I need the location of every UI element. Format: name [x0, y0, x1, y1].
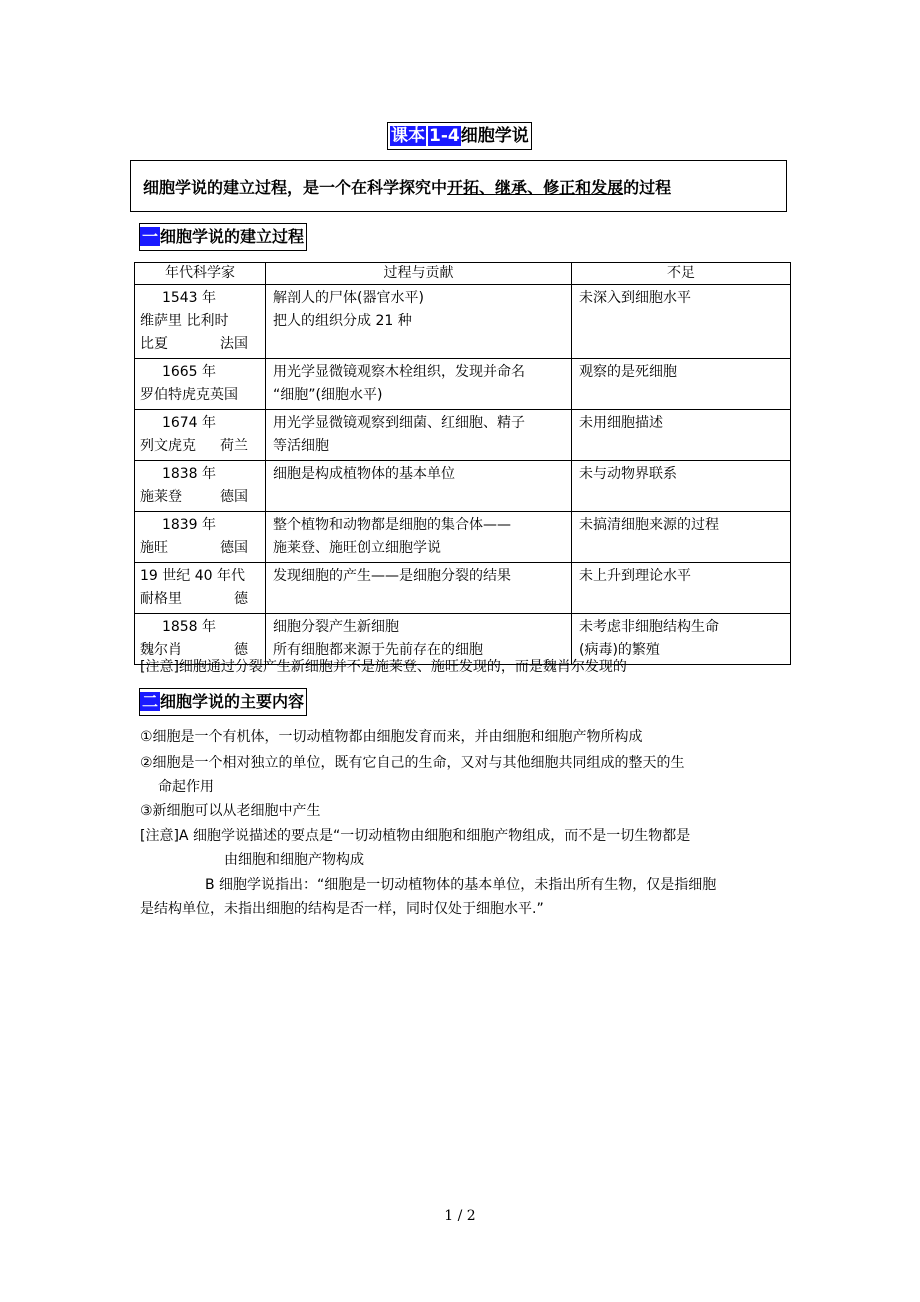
title-part-3: 细胞学说	[460, 126, 529, 146]
note-2b: B 细胞学说指出：“细胞是一切动植物体的基本单位，未指出所有生物，仅是指细胞	[205, 877, 717, 893]
section-number: 二	[142, 692, 159, 711]
era-cell: 1674 年 列文虎克 荷兰	[135, 410, 266, 461]
column-header: 过程与贡献	[266, 263, 572, 285]
era-cell: 1665 年 罗伯特虎克英国	[135, 359, 266, 410]
section-number: 一	[142, 227, 159, 246]
process-cell: 用光学显微镜观察到细菌、红细胞、精子 等活细胞	[266, 410, 572, 461]
era-cell: 1838 年 施莱登 德国	[135, 461, 266, 512]
summary-text: 细胞学说的建立过程，是一个在科学探究中开拓、继承、修正和发展的过程	[143, 177, 672, 197]
process-cell: 用光学显微镜观察木栓组织，发现并命名 “细胞”(细胞水平)	[266, 359, 572, 410]
note-2a: [注意]A 细胞学说描述的要点是“一切动植物由细胞和细胞产物组成，而不是一切生物都是	[140, 828, 691, 844]
table-header-row	[135, 263, 791, 285]
process-cell: 解剖人的尸体(器官水平) 把人的组织分成 21 种	[266, 285, 572, 359]
point-2: ②细胞是一个相对独立的单位，既有它自己的生命，又对与其他细胞共同组成的整天的生	[140, 755, 685, 771]
table-row	[135, 563, 791, 614]
title-part-2: 1-4	[429, 126, 460, 146]
point-3: ③新细胞可以从老细胞中产生	[140, 803, 321, 819]
table-row	[135, 461, 791, 512]
note-1: [注意]细胞通过分裂产生新细胞并不是施莱登、施旺发现的，而是魏肖尔发现的	[140, 659, 627, 675]
point-1: ①细胞是一个有机体，一切动植物都由细胞发育而来，并由细胞和细胞产物所构成	[140, 729, 643, 745]
column-header: 不足	[572, 263, 791, 285]
point-2-continued: 命起作用	[158, 779, 214, 795]
process-cell: 细胞分裂产生新细胞 所有细胞都来源于先前存在的细胞	[266, 614, 572, 665]
lack-cell: 未深入到细胞水平	[572, 285, 791, 359]
table-row	[135, 512, 791, 563]
lack-cell: 未用细胞描述	[572, 410, 791, 461]
table-row	[135, 359, 791, 410]
era-cell: 1839 年 施旺 德国	[135, 512, 266, 563]
lack-cell: 未考虑非细胞结构生命 (病毒)的繁殖	[572, 614, 791, 665]
lack-cell: 未搞清细胞来源的过程	[572, 512, 791, 563]
process-cell: 发现细胞的产生——是细胞分裂的结果	[266, 563, 572, 614]
section-label: 细胞学说的主要内容	[160, 692, 305, 711]
page-number: 1 / 2	[444, 1208, 476, 1224]
era-cell: 19 世纪 40 年代 耐格里 德	[135, 563, 266, 614]
history-table	[134, 262, 791, 665]
title-part-1: 课本	[391, 126, 425, 146]
page-title	[387, 122, 532, 150]
note-2b-continued: 是结构单位，未指出细胞的结构是否一样，同时仅处于细胞水平.”	[140, 901, 544, 917]
era-cell: 1858 年 魏尔肖 德	[135, 614, 266, 665]
lack-cell: 观察的是死细胞	[572, 359, 791, 410]
note-2a-continued: 由细胞和细胞产物构成	[224, 852, 364, 868]
process-cell: 细胞是构成植物体的基本单位	[266, 461, 572, 512]
table-row	[135, 410, 791, 461]
lack-cell: 未与动物界联系	[572, 461, 791, 512]
section-heading-2	[139, 688, 307, 716]
column-header: 年代科学家	[135, 263, 266, 285]
process-cell: 整个植物和动物都是细胞的集合体—— 施莱登、施旺创立细胞学说	[266, 512, 572, 563]
era-cell: 1543 年 维萨里 比利时 比夏 法国	[135, 285, 266, 359]
table-row	[135, 285, 791, 359]
section-label: 细胞学说的建立过程	[160, 227, 305, 246]
summary-box	[130, 160, 787, 212]
lack-cell: 未上升到理论水平	[572, 563, 791, 614]
section-heading-1	[139, 223, 307, 251]
